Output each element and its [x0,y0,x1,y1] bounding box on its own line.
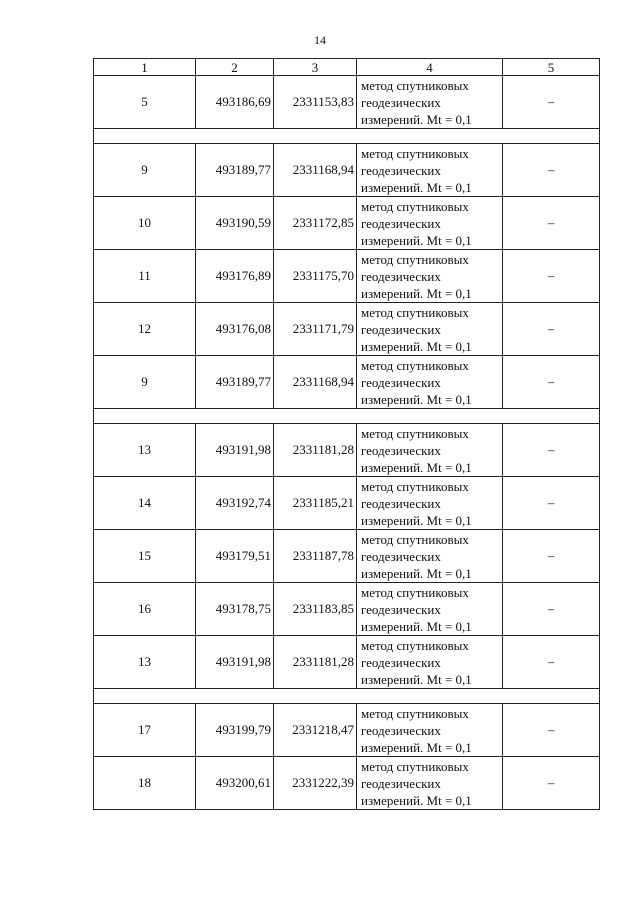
table-separator-row [94,129,600,144]
point-number-cell: 10 [94,197,196,250]
method-cell: метод спутниковых геодезических измерений. Mt = 0,1 [357,303,503,356]
y-coordinate-cell: 2331222,39 [274,757,357,810]
point-number-cell: 18 [94,757,196,810]
table-row [94,76,600,129]
column-5-cell: – [503,424,600,477]
y-coordinate-cell: 2331172,85 [274,197,357,250]
x-coordinate-cell: 493176,08 [196,303,274,356]
point-number-cell: 5 [94,76,196,129]
coordinates-table-body [94,59,600,810]
method-cell: метод спутниковых геодезических измерений. Mt = 0,1 [357,757,503,810]
point-number-cell: 15 [94,530,196,583]
point-number-cell: 9 [94,356,196,409]
column-5-cell: – [503,197,600,250]
method-cell: метод спутниковых геодезических измерений. Mt = 0,1 [357,250,503,303]
column-5-cell: – [503,757,600,810]
x-coordinate-cell: 493186,69 [196,76,274,129]
y-coordinate-cell: 2331181,28 [274,424,357,477]
method-cell: метод спутниковых геодезических измерений. Mt = 0,1 [357,583,503,636]
table-separator-row [94,689,600,704]
y-coordinate-cell: 2331181,28 [274,636,357,689]
header-cell-3: 3 [274,59,357,76]
y-coordinate-cell: 2331187,78 [274,530,357,583]
column-5-cell: – [503,144,600,197]
header-cell-1: 1 [94,59,196,76]
table-row [94,704,600,757]
column-5-cell: – [503,704,600,757]
y-coordinate-cell: 2331175,70 [274,250,357,303]
y-coordinate-cell: 2331218,47 [274,704,357,757]
column-5-cell: – [503,530,600,583]
x-coordinate-cell: 493178,75 [196,583,274,636]
method-cell: метод спутниковых геодезических измерений. Mt = 0,1 [357,144,503,197]
point-number-cell: 14 [94,477,196,530]
method-cell: метод спутниковых геодезических измерений. Mt = 0,1 [357,704,503,757]
x-coordinate-cell: 493176,89 [196,250,274,303]
table-row [94,144,600,197]
x-coordinate-cell: 493192,74 [196,477,274,530]
x-coordinate-cell: 493189,77 [196,144,274,197]
column-5-cell: – [503,303,600,356]
header-cell-5: 5 [503,59,600,76]
table-row [94,356,600,409]
column-5-cell: – [503,477,600,530]
point-number-cell: 17 [94,704,196,757]
x-coordinate-cell: 493191,98 [196,636,274,689]
method-cell: метод спутниковых геодезических измерений. Mt = 0,1 [357,76,503,129]
y-coordinate-cell: 2331185,21 [274,477,357,530]
table-row [94,424,600,477]
x-coordinate-cell: 493189,77 [196,356,274,409]
separator-cell [94,409,600,424]
x-coordinate-cell: 493179,51 [196,530,274,583]
point-number-cell: 12 [94,303,196,356]
method-cell: метод спутниковых геодезических измерений. Mt = 0,1 [357,477,503,530]
column-5-cell: – [503,583,600,636]
y-coordinate-cell: 2331171,79 [274,303,357,356]
method-cell: метод спутниковых геодезических измерений. Mt = 0,1 [357,424,503,477]
separator-cell [94,129,600,144]
point-number-cell: 11 [94,250,196,303]
y-coordinate-cell: 2331183,85 [274,583,357,636]
y-coordinate-cell: 2331168,94 [274,144,357,197]
table-row [94,530,600,583]
x-coordinate-cell: 493200,61 [196,757,274,810]
point-number-cell: 13 [94,636,196,689]
table-row [94,197,600,250]
column-5-cell: – [503,636,600,689]
column-5-cell: – [503,356,600,409]
point-number-cell: 13 [94,424,196,477]
method-cell: метод спутниковых геодезических измерений. Mt = 0,1 [357,197,503,250]
y-coordinate-cell: 2331168,94 [274,356,357,409]
table-row [94,477,600,530]
coordinates-table [93,58,600,810]
y-coordinate-cell: 2331153,83 [274,76,357,129]
method-cell: метод спутниковых геодезических измерений. Mt = 0,1 [357,530,503,583]
header-cell-4: 4 [357,59,503,76]
column-5-cell: – [503,76,600,129]
point-number-cell: 9 [94,144,196,197]
table-header-row [94,59,600,76]
x-coordinate-cell: 493199,79 [196,704,274,757]
column-5-cell: – [503,250,600,303]
table-row [94,303,600,356]
table-row [94,250,600,303]
table-separator-row [94,409,600,424]
table-row [94,757,600,810]
method-cell: метод спутниковых геодезических измерений. Mt = 0,1 [357,356,503,409]
page-number: 14 [314,33,326,47]
table-row [94,583,600,636]
x-coordinate-cell: 493191,98 [196,424,274,477]
separator-cell [94,689,600,704]
point-number-cell: 16 [94,583,196,636]
x-coordinate-cell: 493190,59 [196,197,274,250]
method-cell: метод спутниковых геодезических измерений. Mt = 0,1 [357,636,503,689]
header-cell-2: 2 [196,59,274,76]
table-row [94,636,600,689]
